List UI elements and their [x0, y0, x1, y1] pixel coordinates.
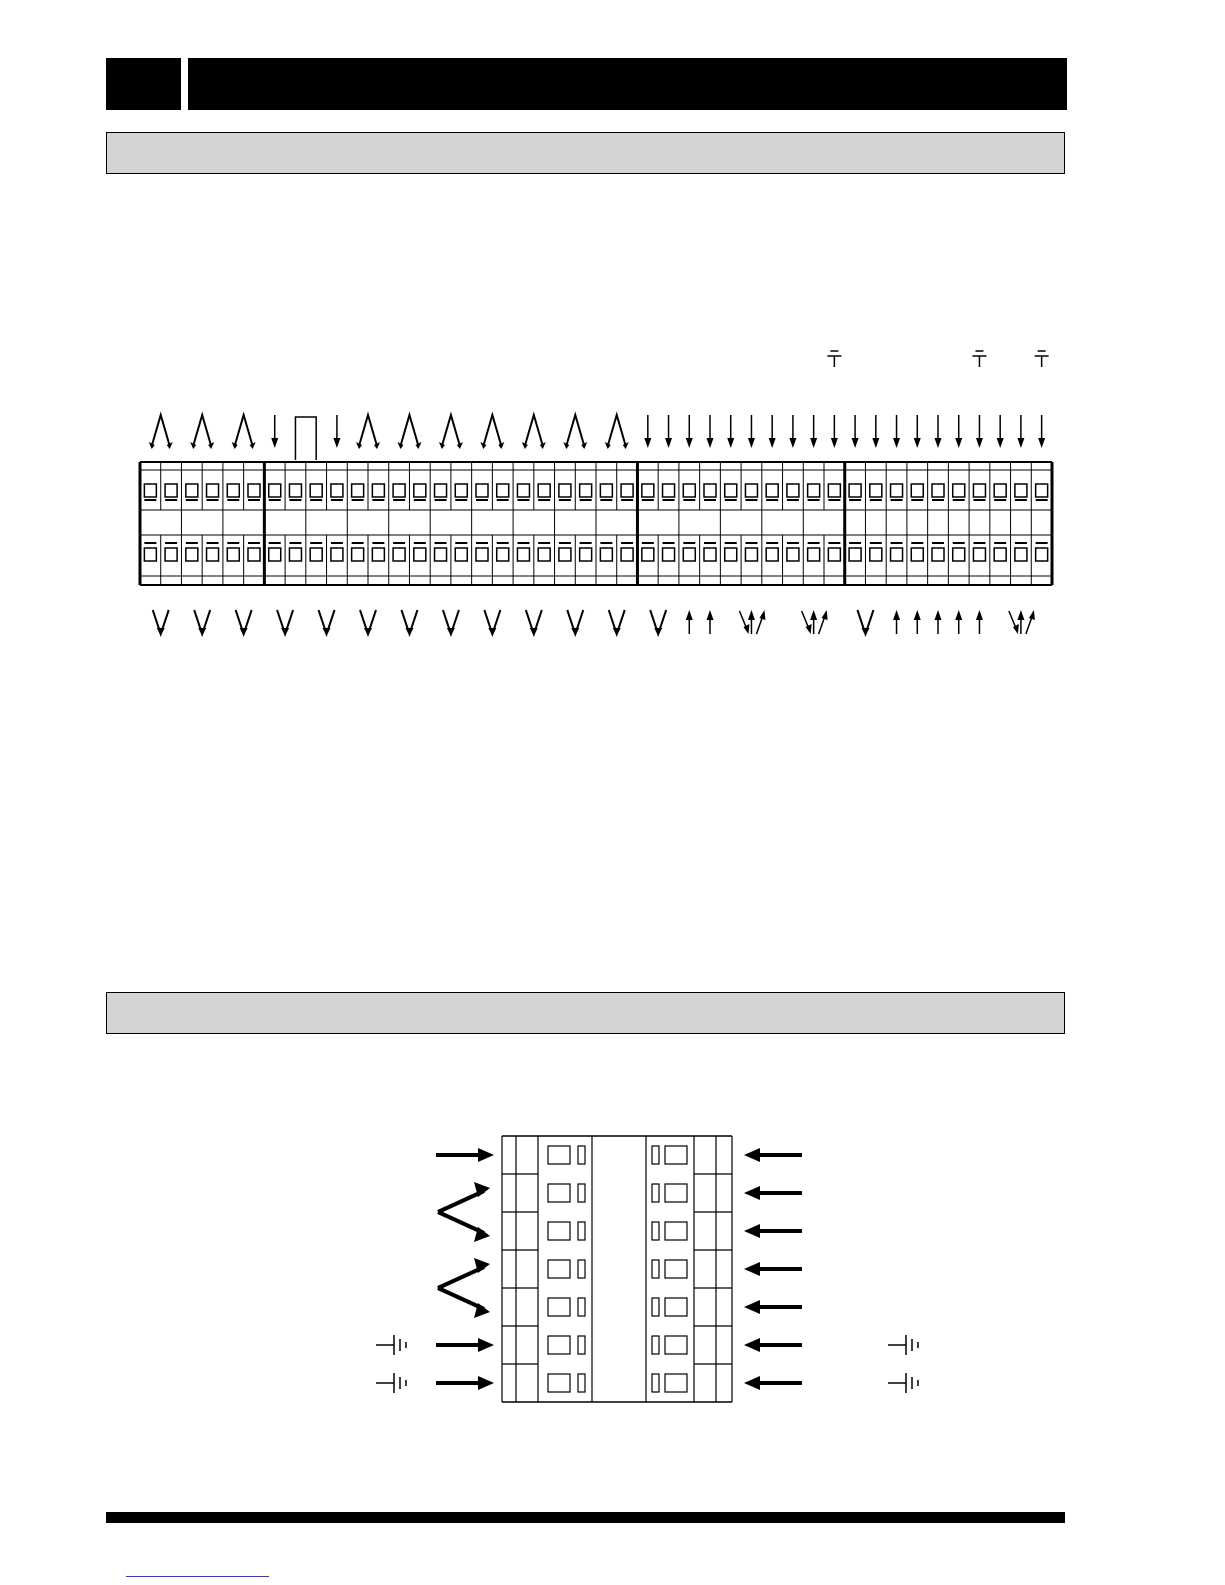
block-terminal-row	[548, 1298, 687, 1316]
arrow-in-icon	[436, 1148, 494, 1162]
arrow-in-icon	[744, 1148, 802, 1162]
block-terminal-row	[548, 1222, 687, 1240]
battery-ground-icon	[376, 1335, 406, 1355]
arrow-in-icon	[744, 1262, 802, 1276]
arrow-in-icon	[744, 1376, 802, 1390]
footer-bar	[106, 1512, 1065, 1523]
wire-pair-in-icon	[438, 1258, 490, 1318]
terminal-block-frame	[502, 1136, 732, 1402]
battery-ground-icon	[888, 1373, 918, 1393]
footer-link-underline[interactable]	[126, 1576, 269, 1577]
arrow-in-icon	[744, 1338, 802, 1352]
arrow-in-icon	[744, 1186, 802, 1200]
arrow-in-icon	[436, 1376, 494, 1390]
battery-ground-icon	[376, 1373, 406, 1393]
block-terminal-row	[548, 1260, 687, 1278]
block-terminal-row	[548, 1146, 687, 1164]
block-terminal-row	[548, 1184, 687, 1202]
arrow-in-icon	[744, 1300, 802, 1314]
block-terminal-row	[548, 1374, 687, 1392]
wire-pair-in-icon	[438, 1182, 490, 1242]
arrow-in-icon	[436, 1338, 494, 1352]
battery-ground-icon	[888, 1335, 918, 1355]
block-terminal-row	[548, 1336, 687, 1354]
arrow-in-icon	[744, 1224, 802, 1238]
